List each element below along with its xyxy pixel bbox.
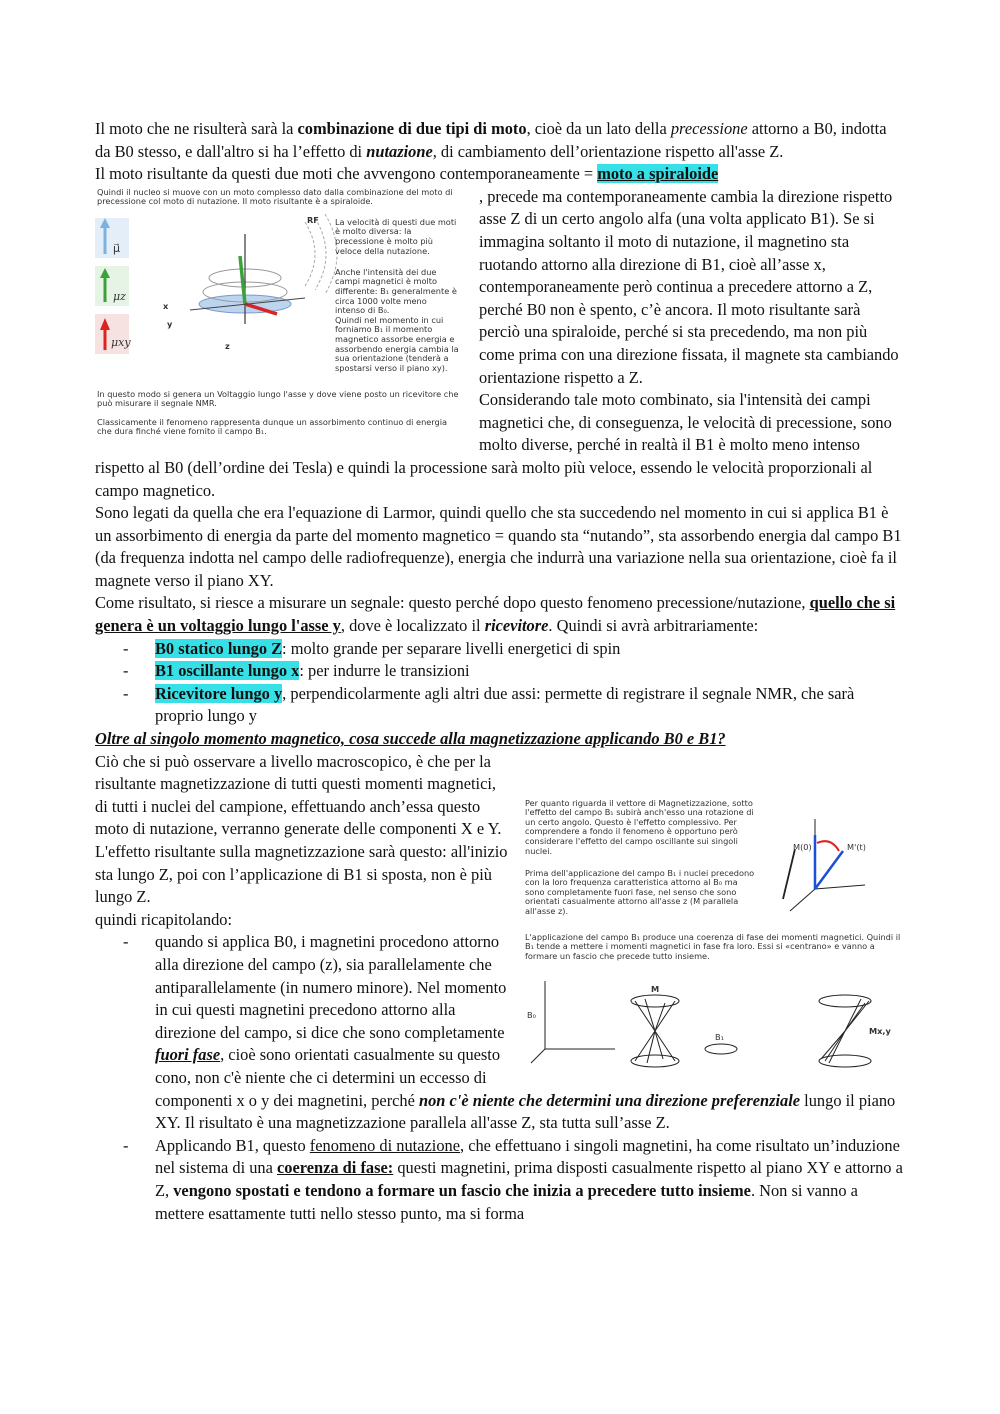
highlighted-term: moto a spiraloide <box>597 164 719 184</box>
document-page <box>95 118 905 1225</box>
z-axis-label: z <box>225 340 230 351</box>
list-item <box>155 683 905 728</box>
text: quando si applica B0, i magnetini procedono attorno alla direzione del campo (z), sia parallelamente che antiparallelamente (in numero minore). Nel momento in cui questi magnetini precedono attorno alla direzione del campo, si dice che sono completamente <box>155 932 507 1042</box>
muxy-label: μxy <box>111 335 131 349</box>
mt-label: M'(t) <box>847 841 866 852</box>
bold-underlined-text: coerenza di fase: <box>277 1158 394 1178</box>
x-axis-label: x <box>163 300 169 311</box>
paragraph-1 <box>95 118 905 163</box>
mt-vector <box>815 851 843 889</box>
text: , che effettuano i singoli magnetini, ha come risultato un’induzione nel sistema di una <box>155 1135 900 1178</box>
highlighted-term: B1 oscillante lungo x <box>155 661 300 681</box>
list-item <box>155 660 905 683</box>
mu-label: μ⃗ <box>113 241 120 255</box>
text: , perpendicolarmente agli altri due assi: permette di registrare il segnale NMR, che sarà proprio lungo y <box>155 683 855 726</box>
b1-vector <box>783 849 795 899</box>
text: Applicando B1, questo <box>155 1135 310 1155</box>
figure-2-text-2: Prima dell'applicazione del campo B₁ i nuclei precedono con la loro frequenza caratteristica attorno al B₀ ma sono completamente fuori fase, nel senso che sono orientati casualmente attorno all'asse z (M parallela all'asse z). <box>525 867 755 916</box>
italic-text: precessione <box>670 119 748 138</box>
list-item <box>155 1135 905 1225</box>
bold-text: combinazione di due tipi di moto <box>297 119 527 138</box>
b0-label: B₀ <box>527 1009 536 1020</box>
summary-list <box>95 931 905 1225</box>
m-label: M <box>651 983 660 994</box>
figure-precession-nutation <box>95 188 467 450</box>
text: : per indurre le transizioni <box>299 661 470 681</box>
b1-label: B₁ <box>715 1031 724 1042</box>
text: . Quindi si avrà arbitrariamente: <box>548 616 759 636</box>
figure-2-text-3: L'applicazione del campo B₁ produce una coerenza di fase dei momenti magnetici. Quindi il B₁ tende a mettere i momenti magnetici in fase fra loro. Essi si «centrano» e vanno a formare un fascio che precede tutto insieme. <box>525 931 901 961</box>
text: attorno a B0, indotta da B0 stesso, e dall'altro si ha l’effetto di <box>95 119 887 161</box>
paragraph-5 <box>95 592 905 637</box>
figure-2-text-1: Per quanto riguarda il vettore di Magnetizzazione, sotto l'effetto del campo B₁ subirà anch'esso una rotazione di un certo angolo. Questo è l'effetto complessivo. Per comprendere a fondo il fenomeno è opportuno però considerare l'effetto del campo oscillante sui singoli nuclei. <box>525 797 754 856</box>
text: Come risultato, si riesce a misurare un segnale: questo perché dopo questo fenomeno precessione/nutazione, <box>95 593 810 613</box>
italic-underlined-text: fuori fase <box>155 1045 221 1065</box>
text: , di cambiamento dell’orientazione rispetto all'asse Z. <box>432 141 784 161</box>
paragraph-3: Considerando tale moto combinato, sia l'intensità dei campi magnetici che, di conseguenza, le velocità di precessione, sono molto diverse, perché in realtà il B1 è molto meno intenso rispetto al B0 (dell’ordine dei Tesla) e quindi la processione sarà molto più veloce, essendo le velocità proporzionali al campo magnetico. <box>95 390 892 500</box>
paragraph-2 <box>95 163 905 186</box>
axes-list <box>95 638 905 728</box>
x-axis <box>790 889 815 911</box>
paragraph-4: Sono legati da quella che era l'equazione di Larmor, quindi quello che sta succedendo nel momento in cui si applica B1 è un assorbimento di energia da parte del momento magnetico = quando sta “nutando”, sta assorbendo energia dal campo B1 (da frequenza indotta nel campo delle radiofrequenze), energia che indurrà una variazione nella sua orientazione, cioè fa il magnete verso il piano XY. <box>95 503 902 590</box>
text: Il moto che ne risulterà sarà la <box>95 119 298 138</box>
mu-box <box>95 218 129 258</box>
text: Il moto risultante da questi due moti che avvengono contemporaneamente = <box>95 164 598 184</box>
muz-label: μz <box>113 289 126 303</box>
text: , precede ma contemporaneamente cambia la direzione rispetto asse Z di un certo angolo alfa (una volta applicato B1). Se si immagina soltanto il moto di nutazione, il magnetino sta ruotando attorno alla direzione di B1, cioè all’asse x, contemporaneamente però continua a precedere attorno a Z, perché B0 non è spento, c’è ancora. Il moto risultante sarà perciò una spiraloide, perché si sta precedendo, ma non più come prima con una direzione fissata, il magnete sta cambiando orientazione rispetto a Z. <box>479 186 899 387</box>
y-axis <box>815 885 865 889</box>
list-item <box>155 931 905 1134</box>
text: , dove è localizzato il <box>340 616 485 636</box>
figure-caption-bottom-2: Classicamente il fenomeno rappresenta dunque un assorbimento continuo di energia che dura finché viene fornito il campo B₁. <box>97 416 448 437</box>
y-axis-label: y <box>167 318 173 329</box>
text: lungo il piano XY. Il risultato è una magnetizzazione parallela all'asse Z, sta tutta sull’asse Z. <box>155 1090 896 1133</box>
text: questi magnetini, prima disposti casualmente rispetto al piano XY e attorno a Z, <box>155 1158 903 1200</box>
list-item <box>155 638 905 661</box>
paragraph-6: Ciò che si può osservare a livello macroscopico, è che per la risultante magnetizzazione di tutti questi momenti magnetici, di tutti i nuclei del campione, effettuando anch’essa questo moto di nutazione, verranno generate delle componenti X e Y. L'effetto risultante sulla magnetizzazione sarà questo: all'inizio sta lungo Z, poi con l’applicazione di B1 si sposta, non è più lungo Z. <box>95 751 508 907</box>
text: , cioè da un lato della <box>526 119 671 138</box>
bold-text: vengono spostati e tendono a formare un fascio che inizia a precedere tutto insieme <box>173 1180 751 1200</box>
rotation-arc <box>817 841 839 851</box>
text: , cioè sono orientati casualmente su questo cono, non c'è niente che ci determini un eccesso di componenti x o y dei magnetini, perché <box>155 1045 501 1110</box>
underlined-text: fenomeno di nutazione <box>309 1135 460 1155</box>
mxy-label: Mx,y <box>869 1025 891 1036</box>
highlighted-term: Ricevitore lungo y <box>155 683 283 703</box>
bold-italic-text: non c'è niente che determini una direzione preferenziale <box>419 1090 801 1110</box>
figure-side-note-3: Quindi nel momento in cui forniamo B₁ il momento magnetico assorbe energia e assorbendo energia cambia la sua orientazione (tenderà a spostarsi verso il piano xy). <box>335 314 459 373</box>
figure-caption-top: Quindi il nucleo si muove con un moto complesso dato dalla combinazione del moto di precessione col moto di nutazione. Il moto risultante è a spiraloide. <box>97 186 453 207</box>
italic-text: ricevitore <box>484 616 549 636</box>
bold-underlined-text: quello che si genera è un voltaggio lungo l'asse y <box>95 593 896 636</box>
text: : molto grande per separare livelli energetici di spin <box>282 638 621 658</box>
highlighted-term: B0 statico lungo Z <box>155 638 283 658</box>
italic-text: nutazione <box>366 141 433 161</box>
figure-side-note-1: La velocità di questi due moti è molto diversa: la precessione è molto più veloce della nutazione. <box>335 216 457 256</box>
m0-label: M(0) <box>793 841 812 852</box>
section-question: Oltre al singolo momento magnetico, cosa succede alla magnetizzazione applicando B0 e B1? <box>95 729 726 749</box>
figure-caption-bottom-1: In questo modo si genera un Voltaggio lungo l'asse y dove viene posto un ricevitore che può misurare il segnale NMR. <box>97 388 459 409</box>
rf-label: RF <box>307 214 319 225</box>
rf-waves <box>305 214 337 294</box>
paragraph-7: quindi ricapitolando: <box>95 909 233 929</box>
figure-side-note-2: Anche l'intensità dei due campi magnetici è molto differente: B₁ generalmente è circa 1000 volte meno intenso di B₀. <box>335 266 457 316</box>
text: . Non si vanno a mettere esattamente tutti nello stesso punto, ma si forma <box>155 1180 858 1223</box>
